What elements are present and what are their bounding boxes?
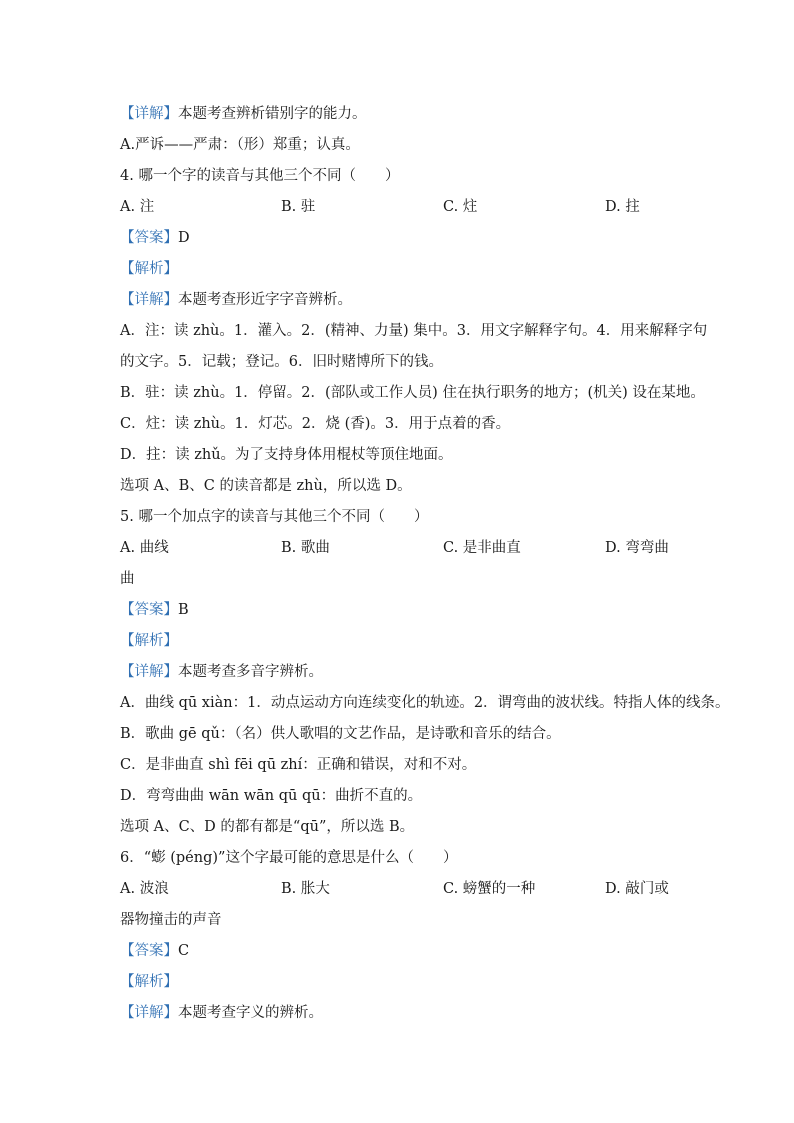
text-line: [120, 166, 399, 186]
section-tag: 【答案】: [120, 943, 178, 959]
line-text: 器物撞击的声音: [120, 912, 222, 928]
text-line: [120, 848, 457, 868]
line-text: D．拄：读 zhǔ。为了支持身体用棍杖等顶住地面。: [120, 447, 453, 463]
line-text: 4. 哪一个字的读音与其他三个不同（ ）: [120, 168, 400, 184]
text-line: [120, 135, 360, 155]
line-text: 5. 哪一个加点字的读音与其他三个不同（ ）: [120, 509, 429, 525]
option-item: C. 是非曲直: [443, 540, 521, 556]
option-item: B. 驻: [281, 199, 316, 215]
section-line: [120, 662, 323, 682]
section-line: [120, 228, 190, 248]
option-item: A. 波浪: [120, 881, 169, 897]
line-text: A．注：读 zhù。1．灌入。2．(精神、力量) 集中。3．用文字解释字句。4．用来解释字句: [120, 323, 708, 339]
text-line: [120, 910, 222, 930]
section-line: [120, 972, 178, 992]
option-item: A. 注: [120, 199, 155, 215]
section-tag: 【答案】: [120, 230, 178, 246]
text-line: [120, 414, 510, 434]
text-line: [120, 724, 561, 744]
text-line: [120, 569, 135, 589]
line-text: 曲: [120, 571, 135, 587]
text-line: [120, 507, 428, 527]
line-text: 的文字。5．记载；登记。6．旧时赌博所下的钱。: [120, 354, 443, 370]
option-item: C. 螃蟹的一种: [443, 881, 536, 897]
line-text: B．驻：读 zhù。1．停留。2．(部队或工作人员) 住在执行职务的地方；(机关) 设在某地。: [120, 385, 705, 401]
section-tag: 【详解】: [120, 292, 178, 308]
line-text: 6．“蟛 (péng)”这个字最可能的意思是什么（ ）: [120, 850, 458, 866]
section-tag: 【详解】: [120, 106, 178, 122]
line-text: B．歌曲 gē qǔ：（名）供人歌唱的文艺作品，是诗歌和音乐的结合。: [120, 726, 561, 742]
option-item: D. 弯弯曲: [605, 540, 669, 556]
text-line: [120, 693, 730, 713]
line-text: C: [178, 943, 190, 959]
line-text: B: [178, 602, 189, 618]
section-tag: 【解析】: [120, 633, 178, 649]
section-line: [120, 290, 352, 310]
section-line: [120, 600, 189, 620]
option-item: D. 拄: [605, 199, 640, 215]
line-text: 选项 A、B、C 的读音都是 zhù，所以选 D。: [120, 478, 412, 494]
section-line: [120, 104, 367, 124]
line-text: 本题考查字义的辨析。: [178, 1005, 323, 1021]
text-line: [120, 321, 707, 341]
option-item: C. 炷: [443, 199, 478, 215]
line-text: A.严诉——严肃：（形）郑重；认真。: [120, 137, 360, 153]
text-line: [120, 817, 414, 837]
line-text: C．是非曲直 shì fēi qū zhí：正确和错误，对和不对。: [120, 757, 477, 773]
line-text: 本题考查形近字字音辨析。: [178, 292, 352, 308]
line-text: 本题考查辨析错别字的能力。: [178, 106, 367, 122]
text-line: [120, 352, 443, 372]
line-text: A．曲线 qū xiàn：1．动点运动方向连续变化的轨迹。2．谓弯曲的波状线。特指人体的线条。: [120, 695, 730, 711]
option-item: B. 歌曲: [281, 540, 330, 556]
section-line: [120, 1003, 323, 1023]
text-line: [120, 755, 476, 775]
section-tag: 【详解】: [120, 664, 178, 680]
option-item: D. 敲门或: [605, 881, 669, 897]
text-line: [120, 383, 705, 403]
line-text: D: [178, 230, 190, 246]
text-line: [120, 476, 412, 496]
section-tag: 【答案】: [120, 602, 178, 618]
line-text: 本题考查多音字辨析。: [178, 664, 323, 680]
section-tag: 【详解】: [120, 1005, 178, 1021]
section-tag: 【解析】: [120, 261, 178, 277]
line-text: D．弯弯曲曲 wān wān qū qū：曲折不直的。: [120, 788, 423, 804]
option-item: B. 胀大: [281, 881, 330, 897]
text-line: [120, 786, 422, 806]
option-item: A. 曲线: [120, 540, 169, 556]
section-line: [120, 941, 189, 961]
line-text: 选项 A、C、D 的都有都是“qū”，所以选 B。: [120, 819, 415, 835]
section-tag: 【解析】: [120, 974, 178, 990]
text-line: [120, 445, 453, 465]
line-text: C．炷：读 zhù。1．灯芯。2．烧 (香)。3．用于点着的香。: [120, 416, 511, 432]
section-line: [120, 631, 178, 651]
section-line: [120, 259, 178, 279]
